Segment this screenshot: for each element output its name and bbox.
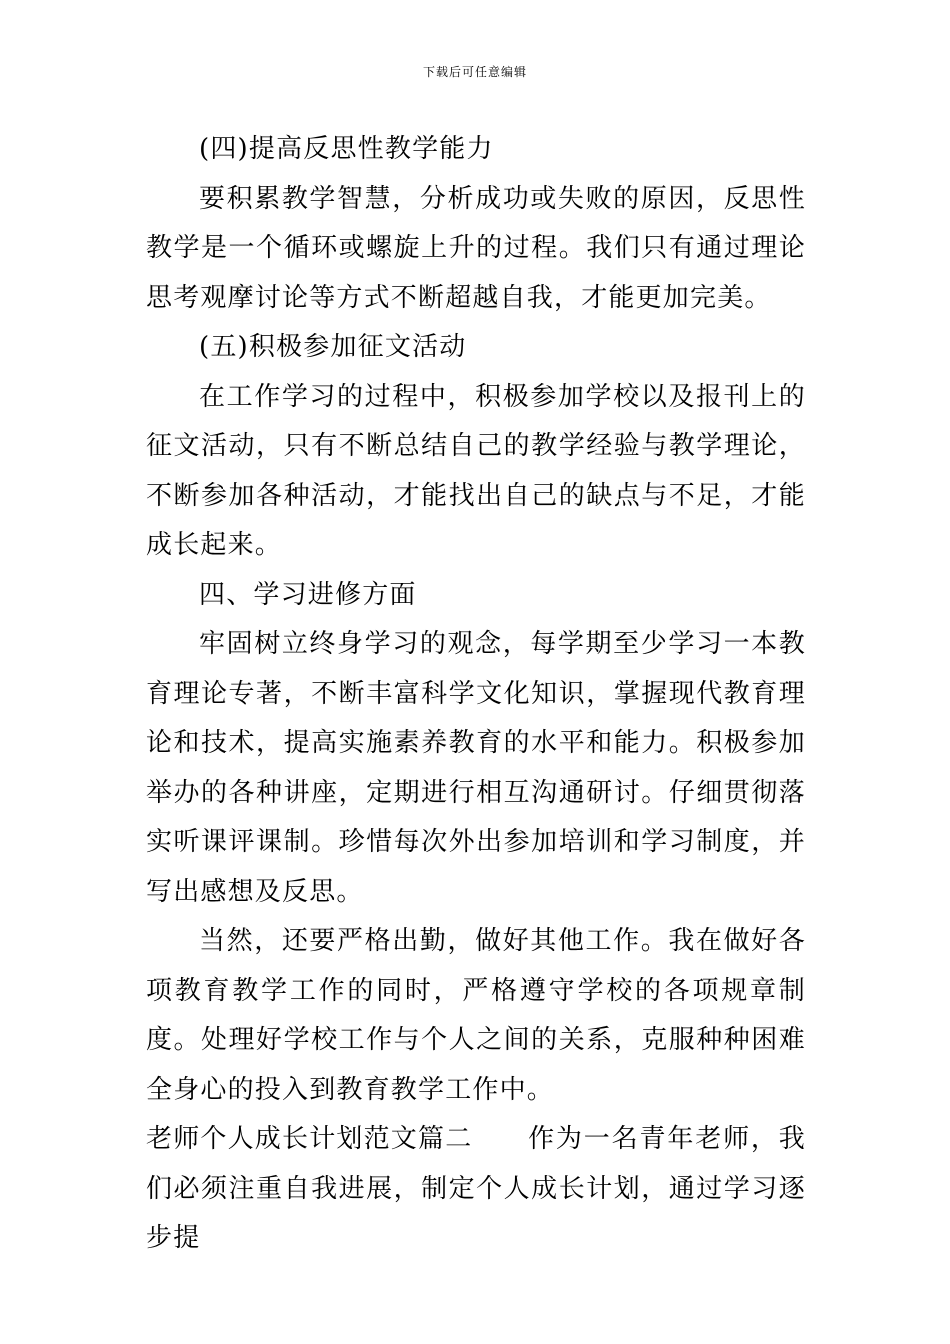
article-two-paragraph	[146, 1115, 806, 1264]
paragraph-attendance: 当然，还要严格出勤，做好其他工作。我在做好各项教育教学工作的同时，严格遵守学校的各项规章制度。处理好学校工作与个人之间的关系，克服种种困难全身心的投入到教育教学工作中。	[146, 926, 806, 1105]
paragraph-reflective-teaching: 要积累教学智慧，分析成功或失败的原因，反思性教学是一个循环或螺旋上升的过程。我们只有通过理论思考观摩讨论等方式不断超越自我，才能更加完美。	[146, 183, 806, 313]
subheading-reflective-teaching: (四)提高反思性教学能力	[199, 134, 494, 164]
paragraph-essay-activities: 在工作学习的过程中，积极参加学校以及报刊上的征文活动，只有不断总结自己的教学经验与教学理论，不断参加各种活动，才能找出自己的缺点与不足，才能成长起来。	[146, 381, 806, 560]
section-heading-study: 四、学习进修方面	[199, 579, 417, 610]
page-header: 下载后可任意编辑	[422, 65, 527, 79]
article-two-title: 老师个人成长计划范文篇二	[146, 1124, 473, 1154]
subheading-essay-activities: (五)积极参加征文活动	[199, 332, 467, 362]
article-two-intro: 作为一名青年老师，我们必须注重自我进展，制定个人成长计划，通过学习逐步提	[146, 1124, 806, 1253]
document-body	[146, 125, 806, 1264]
paragraph-study: 牢固树立终身学习的观念，每学期至少学习一本教育理论专著，不断丰富科学文化知识，掌握现代教育理论和技术，提高实施素养教育的水平和能力。积极参加举办的各种讲座，定期进行相互沟通研讨。仔细贯彻落实听课评课制。珍惜每次外出参加培训和学习制度，并写出感想及反思。	[146, 629, 806, 907]
